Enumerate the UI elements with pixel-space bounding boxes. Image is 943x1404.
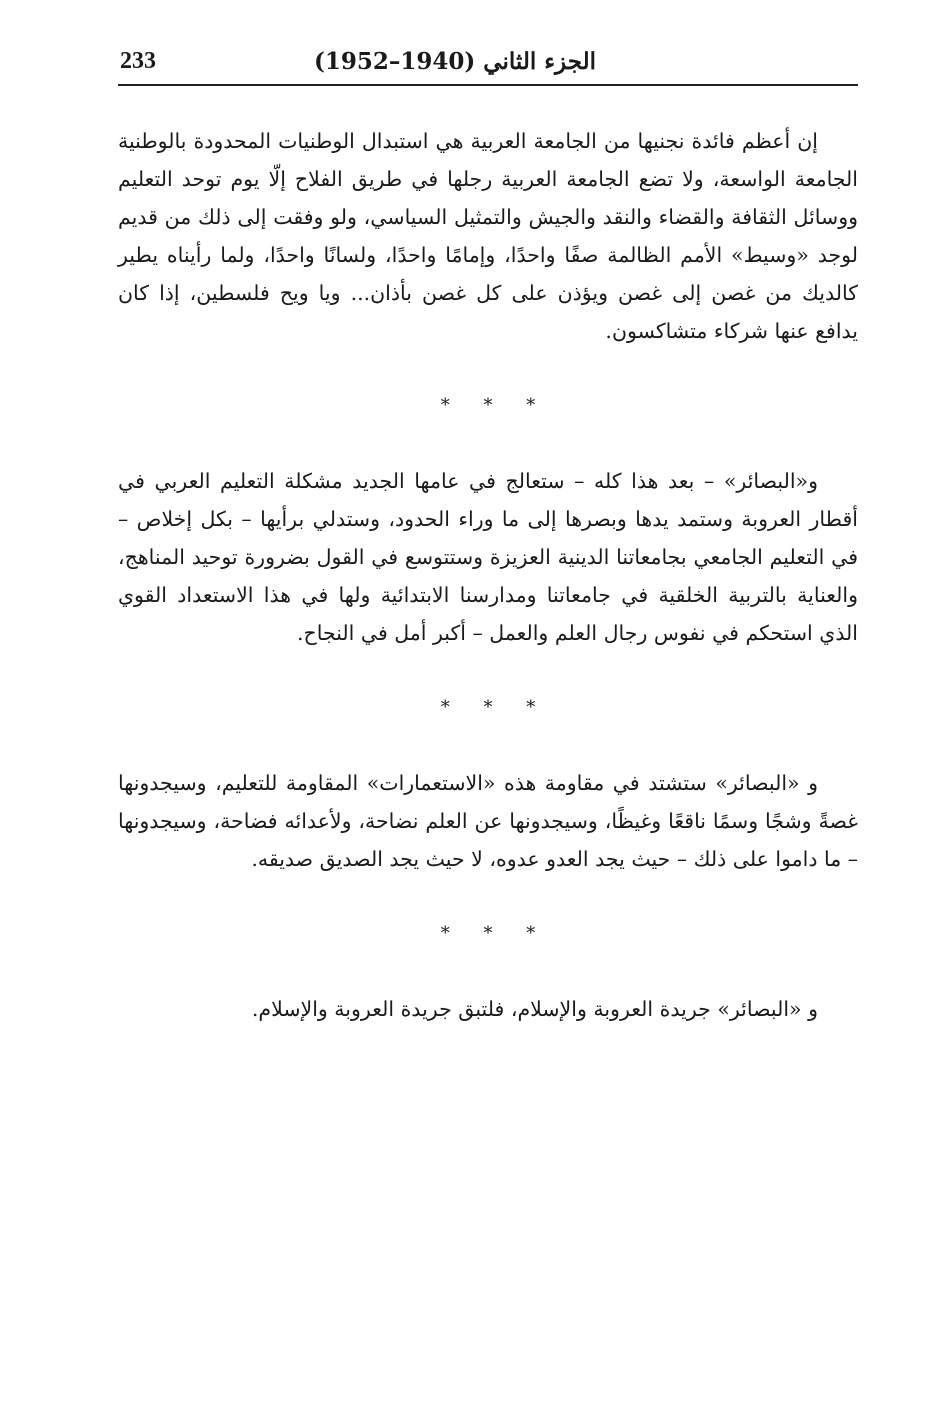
paragraph-1: إن أعظم فائدة نجنيها من الجامعة العربية هي استبدال الوطنيات المحدودة بالوطنية الجامعة الواسعة، ولا تضع الجامعة العربية رجلها في طريق الفلاح إلّا يوم توحد التعليم ووسائل الثقافة والقضاء والنقد والجيش والتمثيل السياسي، ولو وفقت إلى ذلك من قديم لوجد «وسيط» الأمم الظالمة صفًا واحدًا، وإمامًا واحدًا، ولسانًا واحدًا، ولما رأيناه يطير كالديك من غصن إلى غصن ويؤذن على كل غصن بأذان... ويا ويح فلسطين، إذا كان يدافع عنها شركاء متشاكسون. [118,129,858,343]
page-number: 233 [120,48,156,74]
section-separator-2: * * * [440,697,550,718]
paragraph-2: و«البصائر» – بعد هذا كله – ستعالج في عامها الجديد مشكلة التعليم العربي في أقطار العروبة وستمد يدها وبصرها إلى ما وراء الحدود، وستدلي برأيها – بكل إخلاص – في التعليم الجامعي بجامعاتنا الدينية العزيزة وستتوسع في القول بضرورة توحيد المناهج، والعناية بالتربية الخلقية في جامعاتنا ومدارسنا الابتدائية ولها في هذا الاستعداد القوي الذي استحكم في نفوس رجال العلم والعمل – أكبر أمل في النجاح. [118,469,858,645]
page-header [118,42,858,82]
running-title: الجزء الثاني (1940–1952) [314,48,596,75]
page-body [118,122,858,1028]
section-separator-1: * * * [440,395,550,416]
header-rule [118,84,858,86]
paragraph-3: و «البصائر» ستشتد في مقاومة هذه «الاستعمارات» المقاومة للتعليم، وسيجدونها غصةً وشجًا وسمًا ناقعًا وغيظًا، وسيجدونها عن العلم نضاحة، ولأعدائه فضاحة، وسيجدونها – ما داموا على ذلك – حيث يجد العدو عدوه، لا حيث يجد الصديق صديقه. [118,771,858,871]
paragraph-4: و «البصائر» جريدة العروبة والإسلام، فلتبق جريدة العروبة والإسلام. [251,997,818,1021]
section-separator-3: * * * [440,923,550,944]
